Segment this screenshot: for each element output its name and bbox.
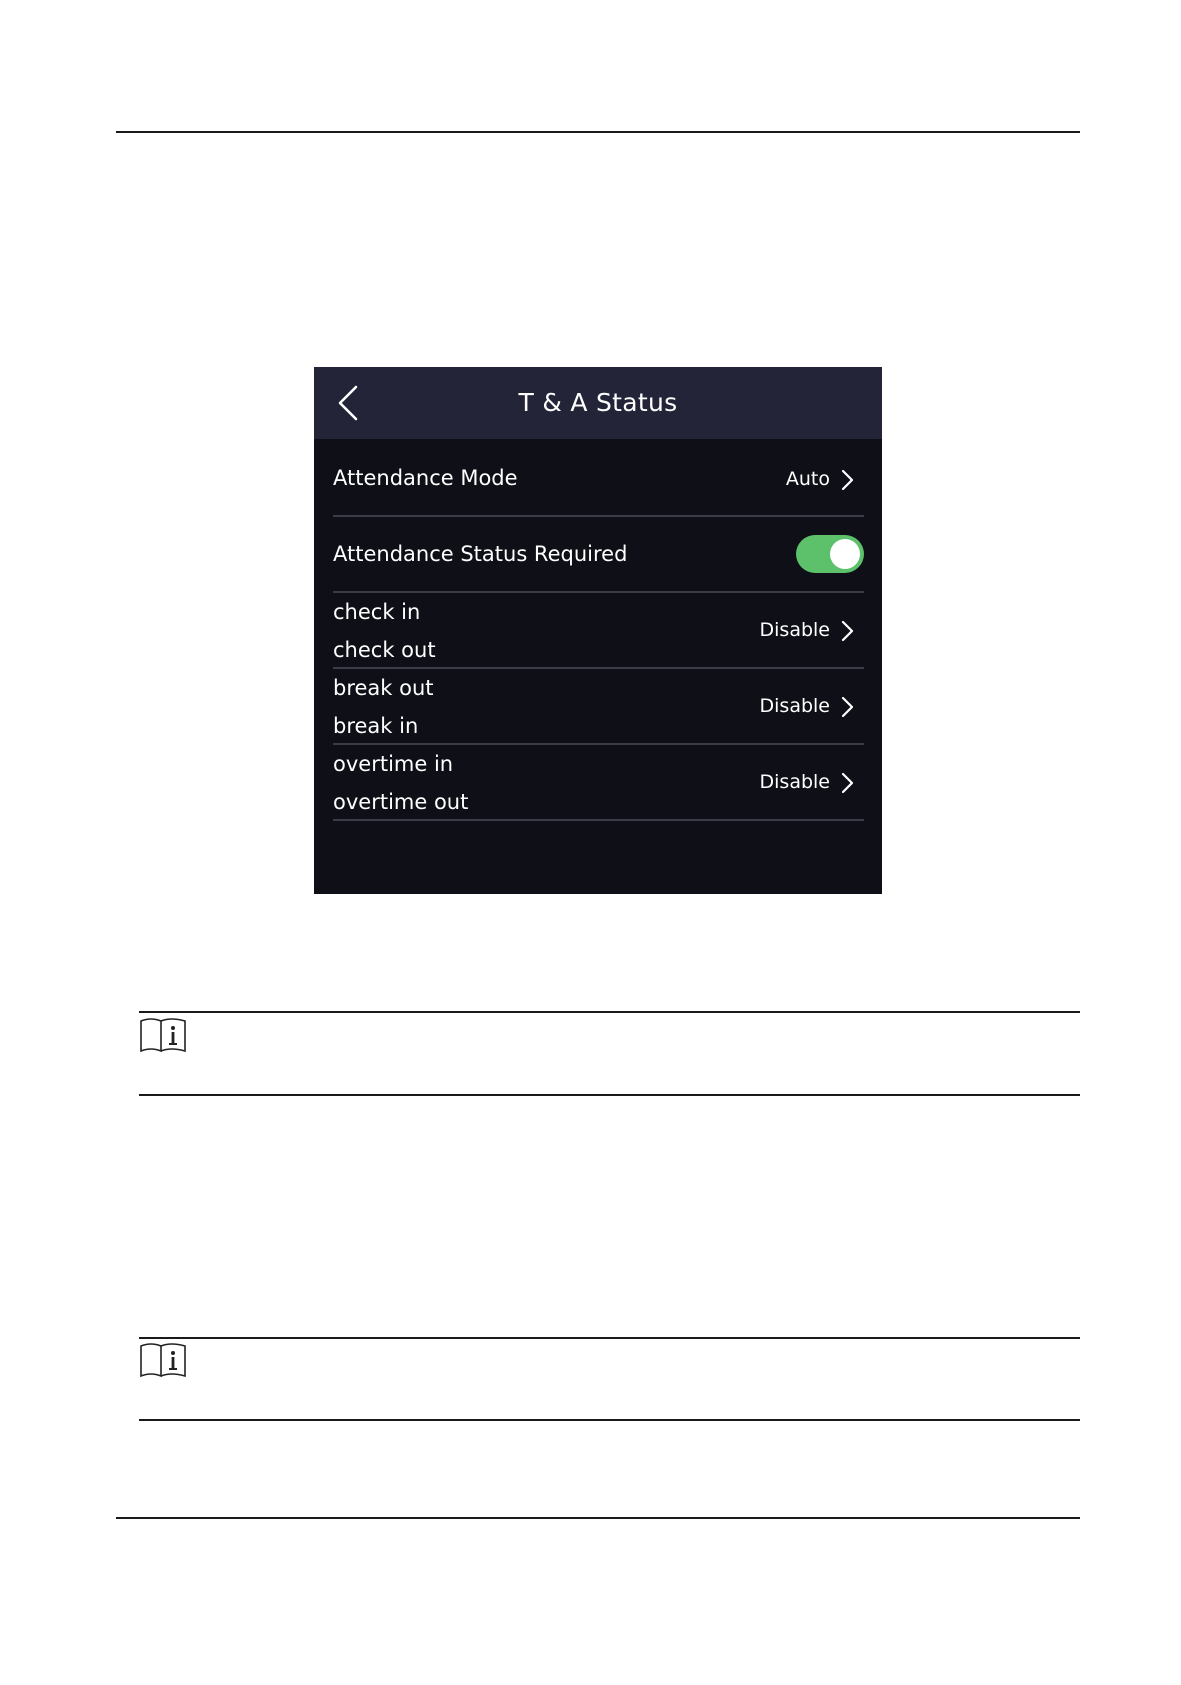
attendance-status-required-row xyxy=(333,517,864,593)
note-bottom-rule xyxy=(139,1094,1080,1096)
check-out-label: check out xyxy=(333,638,436,662)
info-book-icon xyxy=(139,1342,187,1378)
attendance-mode-label: Attendance Mode xyxy=(333,466,518,490)
attendance-mode-row[interactable] xyxy=(333,439,864,517)
attendance-status-required-toggle[interactable] xyxy=(796,535,864,573)
toggle-knob xyxy=(830,539,860,569)
attendance-mode-value: Auto xyxy=(785,468,830,490)
page-header-rule xyxy=(116,131,1080,133)
break-value: Disable xyxy=(759,695,830,717)
break-in-label: break in xyxy=(333,714,419,738)
chevron-left-icon xyxy=(334,383,364,423)
attendance-status-required-label: Attendance Status Required xyxy=(333,542,628,566)
overtime-out-label: overtime out xyxy=(333,790,469,814)
chevron-right-icon xyxy=(840,620,854,642)
note-bottom-rule xyxy=(139,1419,1080,1421)
back-button[interactable] xyxy=(334,383,364,423)
overtime-in-label: overtime in xyxy=(333,752,454,776)
break-out-in-row[interactable] xyxy=(333,669,864,745)
overtime-value: Disable xyxy=(759,771,830,793)
device-screen xyxy=(314,367,882,894)
info-book-icon xyxy=(139,1017,187,1053)
chevron-right-icon xyxy=(840,696,854,718)
page-footer-rule xyxy=(116,1517,1080,1519)
screen-title: T & A Status xyxy=(518,388,678,417)
check-in-label: check in xyxy=(333,600,421,624)
check-in-out-row[interactable] xyxy=(333,593,864,669)
title-bar xyxy=(314,367,882,439)
note-top-rule xyxy=(139,1011,1080,1013)
chevron-right-icon xyxy=(840,469,854,491)
overtime-in-out-row[interactable] xyxy=(333,745,864,821)
chevron-right-icon xyxy=(840,772,854,794)
note-top-rule xyxy=(139,1337,1080,1339)
check-value: Disable xyxy=(759,619,830,641)
break-out-label: break out xyxy=(333,676,434,700)
